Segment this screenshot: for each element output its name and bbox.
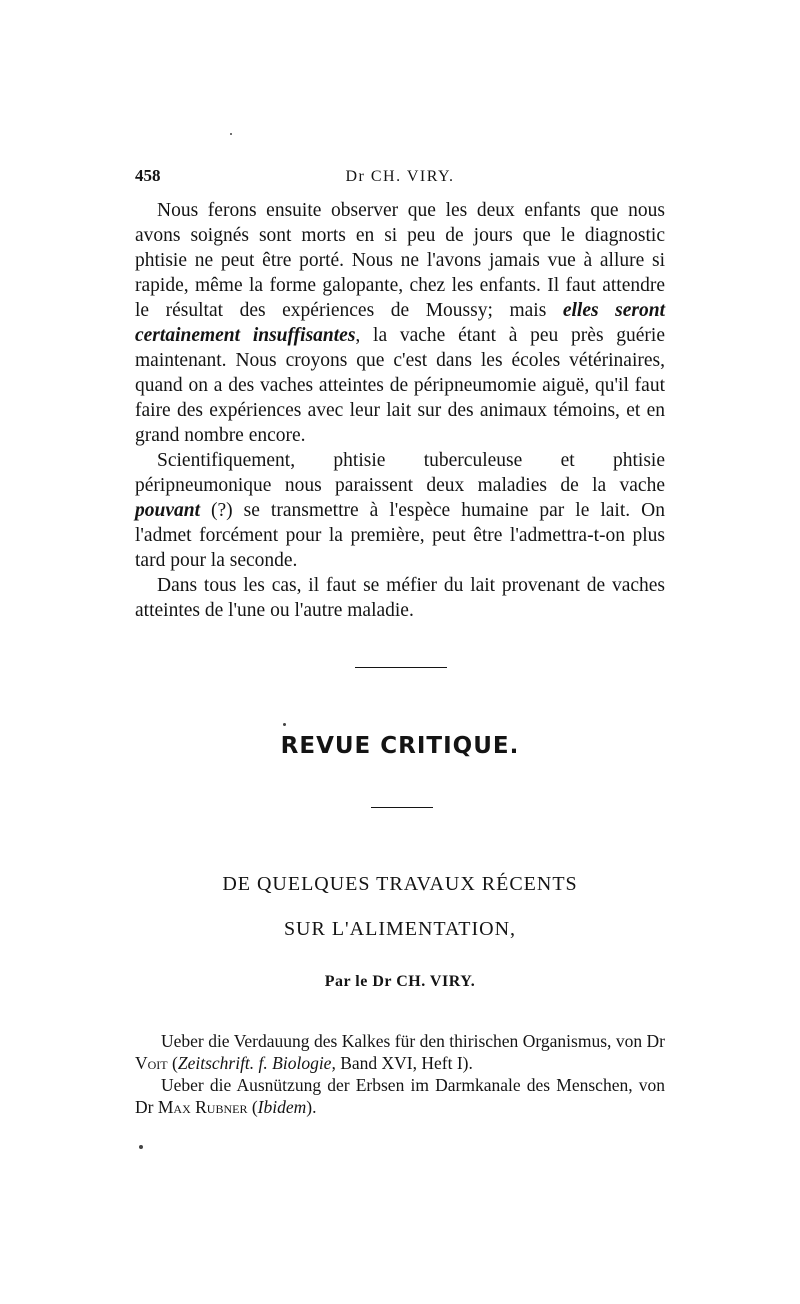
reference-entry <box>135 1074 665 1118</box>
print-speck <box>283 723 286 726</box>
divider-rule <box>371 807 433 808</box>
reference-title: Ueber die Ausnützung der Erbsen im Darmkanale des Menschen, <box>161 1075 633 1095</box>
reference-source: Zeitschrift. f. Biologie, <box>177 1053 336 1073</box>
page-number: 458 <box>135 166 161 185</box>
reference-entry <box>135 1030 665 1074</box>
emphasis-text: elles seront certainement insuffisantes <box>135 300 665 346</box>
references <box>135 1030 665 1118</box>
running-head-title: Dr CH. VIRY. <box>345 168 455 185</box>
reference-title: Ueber die Verdauung des Kalkes für den thirischen Organismus, <box>161 1031 612 1051</box>
paragraph-text: Dans tous les cas, il faut se méfier du lait provenant de vaches atteintes de l'une ou l'autre maladie. <box>135 575 665 621</box>
paragraph-text: Nous ferons ensuite observer que les deux enfants que nous avons soignés sont morts en si peu de jours que le diagnostic phtisie ne peut être porté. Nous ne l'avons jamais vue à allure si rapide, même la forme galopante, chez les enfants. Il faut attendre le résultat des expériences de Moussy; mais <box>135 200 665 321</box>
article-title-line: SUR L'ALIMENTATION, <box>283 918 517 940</box>
reference-source: Ibidem <box>257 1097 307 1117</box>
reference-author: Voit <box>135 1053 168 1073</box>
paragraph-text: Scientifiquement, phtisie tuberculeuse et phtisie péripneumonique nous paraissent deux maladies de la vache <box>135 450 665 496</box>
divider-rule <box>355 667 447 668</box>
reference-rest: Band XVI, Heft I). <box>335 1053 473 1073</box>
section-title: REVUE CRITIQUE. <box>280 733 520 759</box>
print-speck <box>230 133 232 135</box>
reference-rest: ). <box>306 1097 317 1117</box>
paragraph <box>135 573 665 623</box>
reference-open: ( <box>167 1053 178 1073</box>
paragraph-text: (?) se transmettre à l'espèce humaine par le lait. On l'admet forcément pour la première, peut être l'admettra-t-on plus tard pour la seconde. <box>135 500 665 571</box>
reference-by: von Dr <box>135 1075 666 1117</box>
reference-author: Max Rubner <box>157 1097 248 1117</box>
running-head <box>135 166 665 196</box>
reference-open: ( <box>247 1097 258 1117</box>
paragraph <box>135 198 665 448</box>
reference-by: von Dr <box>611 1031 665 1051</box>
print-speck <box>139 1145 143 1149</box>
paragraph <box>135 448 665 573</box>
body-text <box>135 198 665 623</box>
byline: Par le Dr CH. VIRY. <box>324 973 476 990</box>
paragraph-text: , la vache étant à peu près guérie maintenant. Nous croyons que c'est dans les écoles vétérinaires, quand on a des vaches atteintes de péripneumomie aiguë, qu'il faut faire des expériences avec leur lait sur des animaux témoins, et en grand nombre encore. <box>135 325 665 446</box>
emphasis-text: pouvant <box>135 500 201 521</box>
article-title-line: DE QUELQUES TRAVAUX RÉCENTS <box>222 873 578 895</box>
